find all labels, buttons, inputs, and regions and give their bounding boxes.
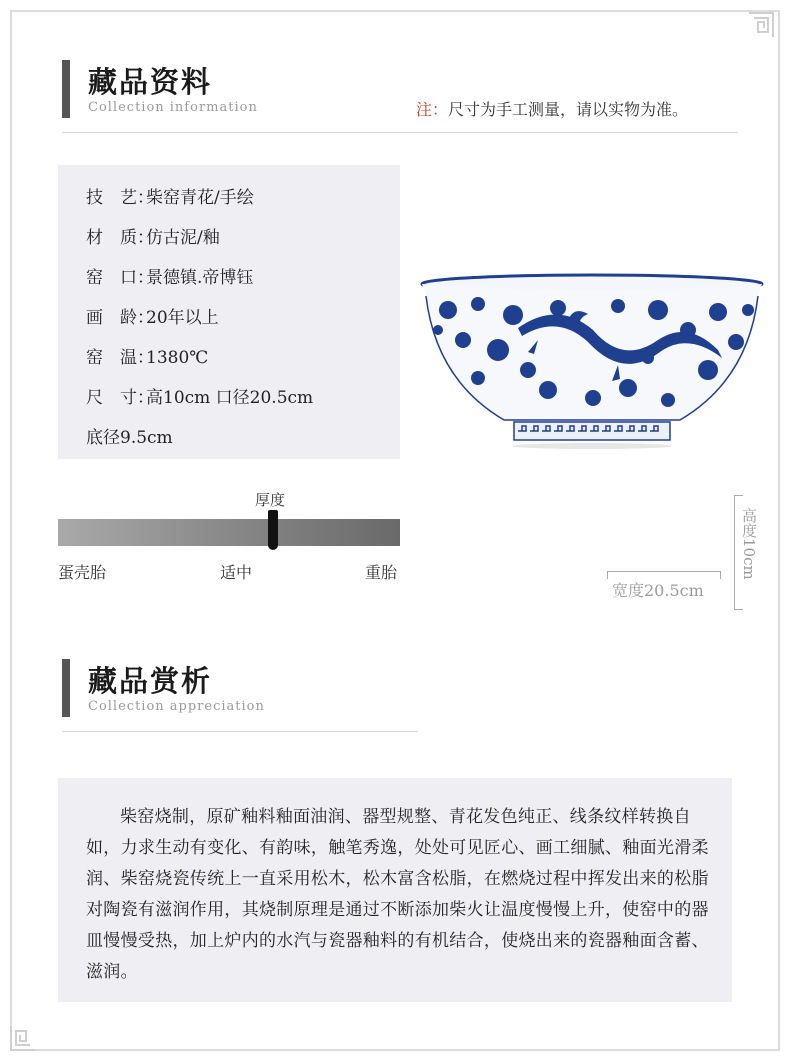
width-dimension-label: 宽度20.5cm xyxy=(612,581,704,600)
thickness-indicator xyxy=(268,510,278,550)
spec-value: 仿古泥/釉 xyxy=(146,228,220,248)
spec-key: 技 艺： xyxy=(86,188,154,208)
spec-value: 高10cm 口径20.5cm xyxy=(146,388,314,408)
height-dimension-label: 高度10cm xyxy=(740,508,758,580)
thickness-mid-label: 适中 xyxy=(220,563,253,582)
section-title: 藏品资料 xyxy=(88,65,213,99)
spec-key: 窑 温： xyxy=(86,348,154,368)
spec-row xyxy=(86,223,220,248)
appreciation-panel xyxy=(58,778,732,1002)
spec-key: 材 质： xyxy=(86,228,154,248)
section-divider xyxy=(62,731,418,732)
spec-row xyxy=(86,303,219,328)
section-subtitle: Collection information xyxy=(88,100,258,115)
fret-corner-icon xyxy=(10,1025,36,1051)
fret-corner-icon xyxy=(748,12,774,38)
section-title: 藏品赏析 xyxy=(88,664,213,698)
section-divider xyxy=(62,132,738,133)
spec-row xyxy=(86,343,208,368)
spec-key: 窑 口： xyxy=(86,268,154,288)
section-subtitle: Collection appreciation xyxy=(88,699,265,714)
note-text: 尺寸为手工测量，请以实物为准。 xyxy=(448,100,689,119)
note-label: 注： xyxy=(416,100,449,119)
spec-row xyxy=(86,183,254,208)
spec-value: 20年以上 xyxy=(146,308,219,328)
spec-key: 尺 寸： xyxy=(86,388,154,408)
thickness-title: 厚度 xyxy=(255,491,286,509)
blue-white-dragon-bowl-image xyxy=(418,270,766,452)
thickness-low-label: 蛋壳胎 xyxy=(58,563,107,582)
thickness-high-label: 重胎 xyxy=(365,563,398,582)
spec-value: 柴窑青花/手绘 xyxy=(146,188,254,208)
spec-value: 1380℃ xyxy=(146,348,209,368)
spec-row xyxy=(86,383,313,408)
measurement-note xyxy=(416,97,688,120)
section-marker xyxy=(62,659,70,717)
spec-key: 画 龄： xyxy=(86,308,154,328)
spec-row xyxy=(86,263,253,288)
thickness-scale xyxy=(58,519,400,546)
spec-row-extra: 底径9.5cm xyxy=(86,428,173,448)
spec-value: 景德镇.帝博钰 xyxy=(146,268,254,288)
spec-panel xyxy=(58,165,400,459)
section-marker xyxy=(62,60,70,118)
appreciation-text: 柴窑烧制，原矿釉料釉面油润、器型规整、青花发色纯正、线条纹样转换自如，力求生动有变化、有韵味，触笔秀逸，处处可见匠心、画工细腻、釉面光滑柔润、柴窑烧瓷传统上一直采用松木，松木富含松脂，在燃烧过程中挥发出来的松脂对陶瓷有滋润作用，其烧制原理是通过不断添加柴火让温度慢慢上升，使窑中的器皿慢慢受热，加上炉内的水汽与瓷器釉料的有机结合，使烧出来的瓷器釉面含蓄、滋润。 xyxy=(86,807,709,982)
